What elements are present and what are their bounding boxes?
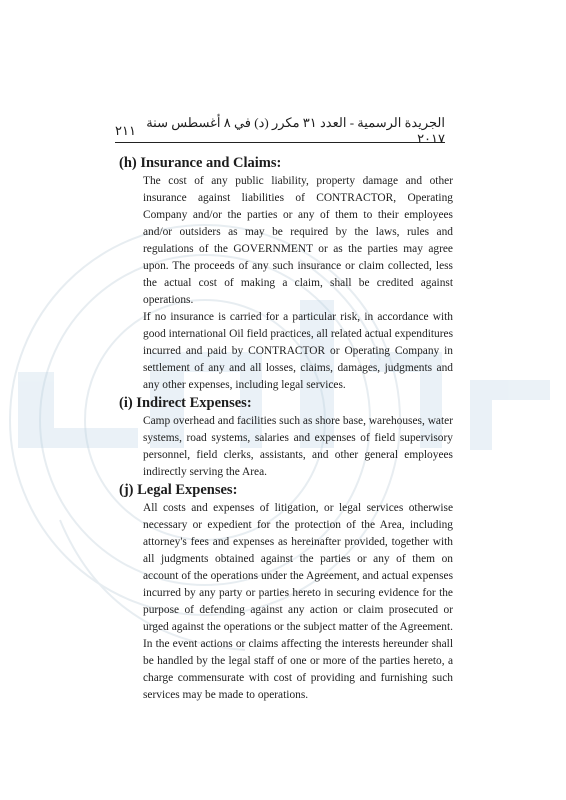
page-number: ٢١١ — [115, 123, 136, 138]
section-title-legal-expenses: (j) Legal Expenses: — [119, 482, 238, 498]
paragraph-insurance-cost: The cost of any public liability, property damage and other insurance against liabilities of CONTRACTOR, Operating Company and/or the parties or any of them to their employees and/or outsiders as may be required by the laws, rules and regulations of the GOVERNMENT or as the parties may agree upon. The proceeds of any such insurance or claim collected, less the actual cost of making a claim, shall be credited against operations. — [143, 175, 453, 306]
section-title-insurance-claims: (h) Insurance and Claims: — [119, 155, 282, 171]
gazette-line: الجريدة الرسمية - العدد ٣١ مكرر (د) في ٨ أغسطس سنة ٢٠١٧ — [146, 115, 445, 146]
paragraph-insurance-uncarried: If no insurance is carried for a particular risk, in accordance with good international Oil field practices, all related actual expenditures incurred and paid by CONTRACTOR or Operating Company in settlement of any and all losses, claims, damages, judgments and any other expenses, including legal services. — [143, 311, 453, 391]
paragraph-indirect-expenses: Camp overhead and facilities such as shore base, warehouses, water systems, road systems, salaries and expenses of field supervisory personnel, field clerks, assistants, and other general employees indirectly serving the Area. — [143, 415, 453, 478]
document-body — [119, 153, 453, 704]
header-rule — [115, 142, 445, 143]
page-header — [115, 115, 445, 146]
section-title-indirect-expenses: (i) Indirect Expenses: — [119, 395, 252, 411]
paragraph-legal-expenses: All costs and expenses of litigation, or legal services otherwise necessary or expedient for the protection of the Area, including attorney's fees and expenses as hereinafter provided, together with all judgments obtained against the parties or any of them on account of the operations under the Agreement, and actual expenses incurred by any party or parties hereto in securing evidence for the purpose of defending against any action or claim prosecuted or urged against the operations or the subject matter of the Agreement. In the event actions or claims affecting the interests hereunder shall be handled by the legal staff of one or more of the parties hereto, a charge commensurate with cost of providing and furnishing such services may be made to operations. — [143, 502, 453, 701]
